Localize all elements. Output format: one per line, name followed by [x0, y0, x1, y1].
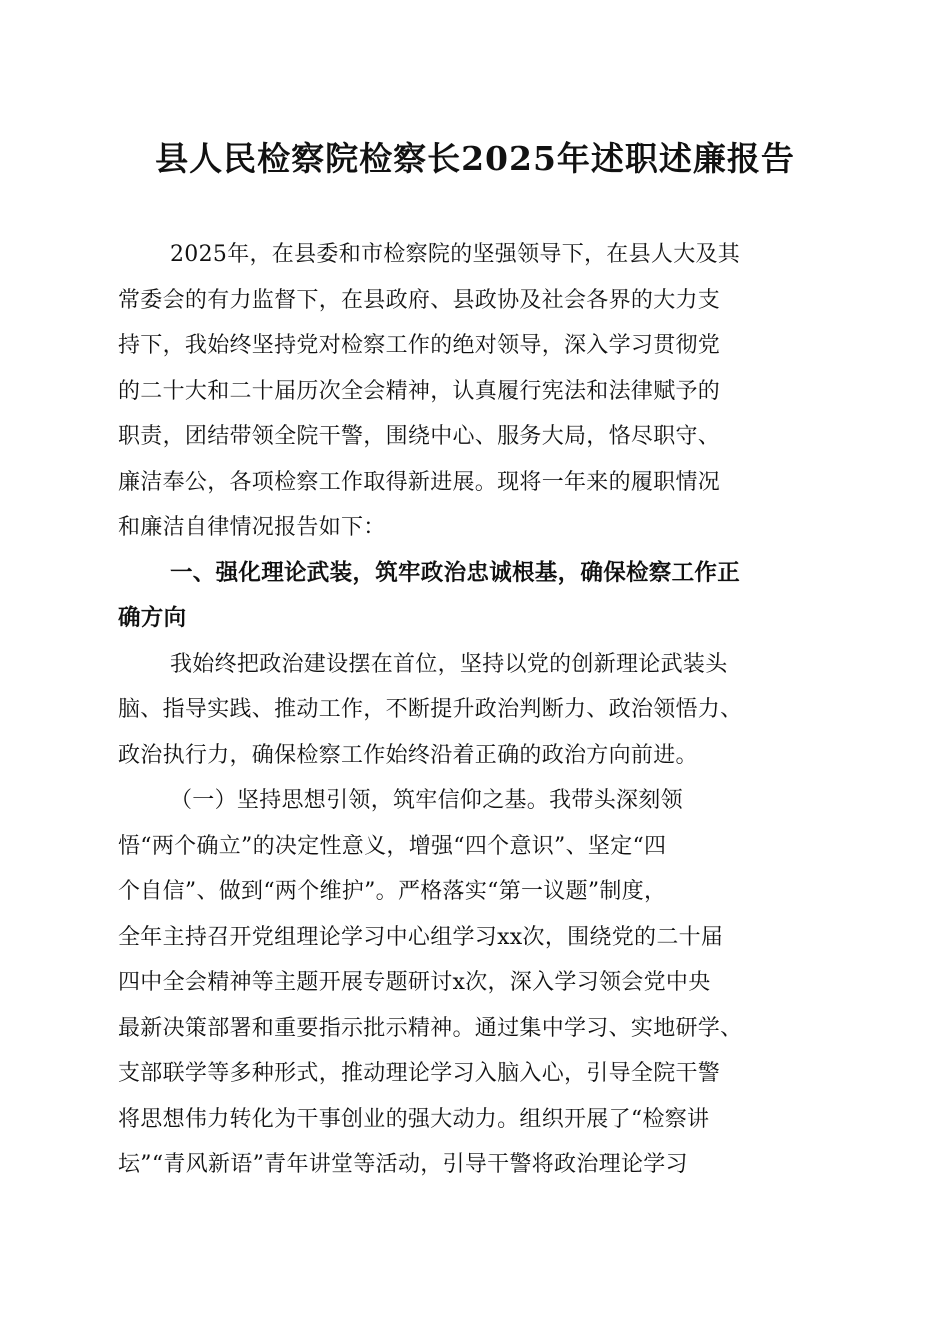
- paragraph-line: 脑、指导实践、推动工作，不断提升政治判断力、政治领悟力、: [118, 697, 743, 722]
- paragraph-line: 的二十大和二十届历次全会精神，认真履行宪法和法律赋予的: [118, 378, 721, 404]
- paragraph-line: 最新决策部署和重要指示批示精神。通过集中学习、实地研学、: [118, 1015, 743, 1041]
- paragraph-line: 将思想伟力转化为干事创业的强大动力。组织开展了“检察讲: [118, 1106, 710, 1132]
- paragraph-line: 常委会的有力监督下，在县政府、县政协及社会各界的大力支: [118, 287, 721, 313]
- paragraph-line: 四中全会精神等主题开展专题研讨x次，深入学习领会党中央: [118, 970, 711, 995]
- paragraph-line: 廉洁奉公，各项检察工作取得新进展。现将一年来的履职情况: [118, 469, 721, 495]
- section-heading-line: 一、强化理论武装，筑牢政治忠诚根基，确保检察工作正: [170, 559, 741, 586]
- paragraph-line: （一）坚持思想引领，筑牢信仰之基。我带头深刻领: [170, 788, 683, 813]
- paragraph-line: 支部联学等多种形式，推动理论学习入脑入心，引导全院干警: [118, 1061, 721, 1086]
- paragraph-line: 我始终把政治建设摆在首位，坚持以党的创新理论武装头: [170, 651, 728, 677]
- paragraph-line: 政治执行力，确保检察工作始终沿着正确的政治方向前进。: [118, 742, 698, 768]
- paragraph-line: 和廉洁自律情况报告如下：: [118, 515, 386, 540]
- paragraph-line: 全年主持召开党组理论学习中心组学习xx次，围绕党的二十届: [118, 924, 724, 950]
- paragraph-line: 持下，我始终坚持党对检察工作的绝对领导，深入学习贯彻党: [118, 333, 721, 358]
- paragraph-line: 悟“两个确立”的决定性意义，增强“四个意识”、坚定“四: [118, 833, 667, 859]
- document-title: 县人民检察院检察长2025年述职述廉报告: [155, 139, 795, 178]
- paragraph-line: 坛”“青风新语”青年讲堂等活动，引导干警将政治理论学习: [118, 1152, 688, 1177]
- document-body: [118, 232, 830, 1188]
- paragraph-line: 个自信”、做到“两个维护”。严格落实“第一议题”制度，: [118, 879, 667, 904]
- section-heading-line: 确方向: [118, 605, 187, 631]
- paragraph-line: 职责，团结带领全院干警，围绕中心、服务大局，恪尽职守、: [118, 424, 721, 449]
- paragraph-line: 2025年，在县委和市检察院的坚强领导下，在县人大及其: [170, 242, 741, 267]
